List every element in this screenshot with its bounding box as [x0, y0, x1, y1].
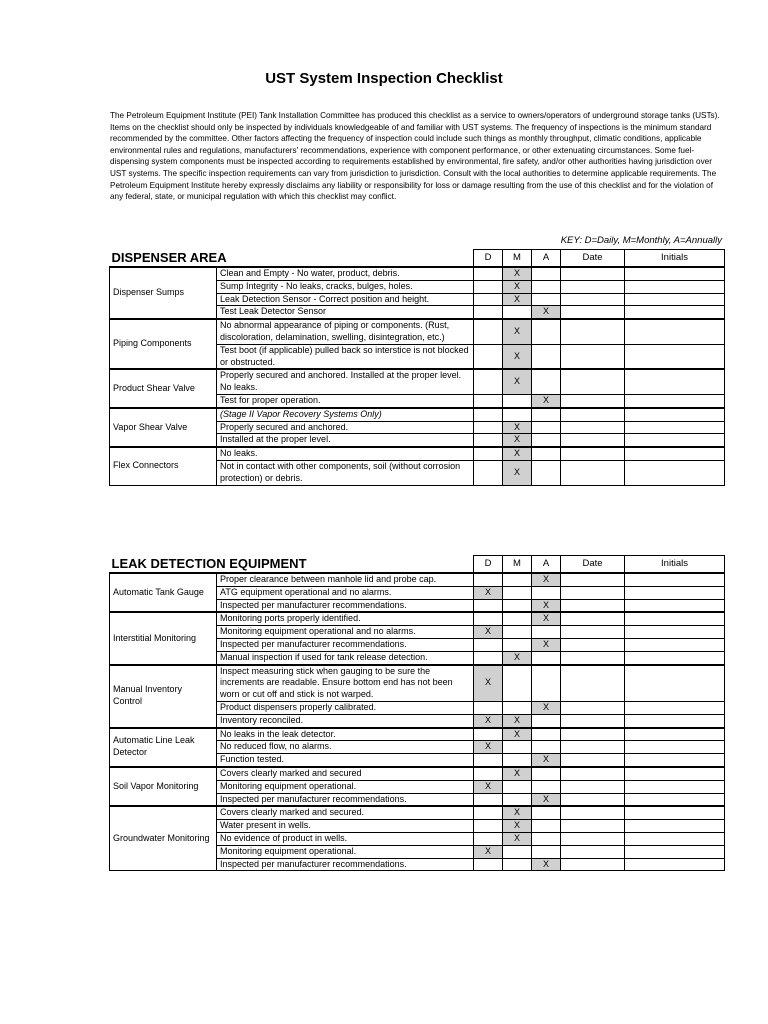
frequency-d-cell: [474, 573, 503, 586]
initials-cell[interactable]: [625, 434, 725, 447]
frequency-a-cell: [532, 447, 561, 460]
column-header-date: Date: [561, 250, 625, 268]
frequency-a-cell: [532, 434, 561, 447]
date-cell[interactable]: [561, 754, 625, 767]
inspection-item: Test Leak Detector Sensor: [217, 306, 474, 319]
frequency-m-cell: [503, 665, 532, 702]
frequency-d-cell: X: [474, 626, 503, 639]
date-cell[interactable]: [561, 741, 625, 754]
date-cell[interactable]: [561, 408, 625, 421]
frequency-d-cell: [474, 319, 503, 344]
inspection-item: Inventory reconciled.: [217, 714, 474, 727]
frequency-a-cell: [532, 741, 561, 754]
frequency-a-cell: [532, 319, 561, 344]
component-name: Flex Connectors: [110, 447, 217, 485]
frequency-a-cell: [532, 421, 561, 434]
frequency-d-cell: [474, 599, 503, 612]
date-cell[interactable]: [561, 460, 625, 485]
initials-cell[interactable]: [625, 806, 725, 819]
inspection-item: Manual inspection if used for tank release detection.: [217, 651, 474, 664]
frequency-m-cell: X: [503, 267, 532, 280]
frequency-a-cell: [532, 806, 561, 819]
date-cell[interactable]: [561, 612, 625, 625]
date-cell[interactable]: [561, 306, 625, 319]
date-cell[interactable]: [561, 780, 625, 793]
frequency-d-cell: X: [474, 780, 503, 793]
inspection-item: Installed at the proper level.: [217, 434, 474, 447]
initials-cell[interactable]: [625, 306, 725, 319]
checklist-row: [110, 665, 725, 702]
date-cell[interactable]: [561, 665, 625, 702]
inspection-item: Monitoring ports properly identified.: [217, 612, 474, 625]
frequency-a-cell: [532, 714, 561, 727]
date-cell[interactable]: [561, 832, 625, 845]
frequency-d-cell: [474, 832, 503, 845]
initials-cell[interactable]: [625, 460, 725, 485]
frequency-m-cell: X: [503, 460, 532, 485]
component-name: Product Shear Valve: [110, 369, 217, 407]
inspection-item: ATG equipment operational and no alarms.: [217, 586, 474, 599]
frequency-m-cell: X: [503, 820, 532, 833]
inspection-item: Proper clearance between manhole lid and probe cap.: [217, 573, 474, 586]
inspection-item: Inspect measuring stick when gauging to be sure the increments are readable. Ensure bottom end has not been worn or cut off and stick is not warped.: [217, 665, 474, 702]
frequency-m-cell: X: [503, 319, 532, 344]
component-name: Piping Components: [110, 319, 217, 369]
frequency-d-cell: [474, 434, 503, 447]
page-title: UST System Inspection Checklist: [265, 70, 503, 87]
inspection-item: Properly secured and anchored. Installed at the proper level. No leaks.: [217, 369, 474, 394]
frequency-m-cell: [503, 586, 532, 599]
frequency-a-cell: [532, 267, 561, 280]
inspection-item: Monitoring equipment operational.: [217, 780, 474, 793]
frequency-a-cell: X: [532, 701, 561, 714]
initials-cell[interactable]: [625, 767, 725, 780]
frequency-a-cell: [532, 832, 561, 845]
frequency-a-cell: [532, 460, 561, 485]
frequency-a-cell: X: [532, 612, 561, 625]
frequency-d-cell: [474, 754, 503, 767]
inspection-item: Test for proper operation.: [217, 394, 474, 407]
checklist-row: [110, 612, 725, 625]
frequency-a-cell: X: [532, 573, 561, 586]
checklist-row: [110, 267, 725, 280]
initials-cell[interactable]: [625, 421, 725, 434]
initials-cell[interactable]: [625, 447, 725, 460]
initials-cell[interactable]: [625, 267, 725, 280]
initials-cell[interactable]: [625, 701, 725, 714]
checklist-row: [110, 728, 725, 741]
frequency-m-cell: X: [503, 280, 532, 293]
inspection-item: Test boot (if applicable) pulled back so interstice is not blocked or obstructed.: [217, 344, 474, 369]
initials-cell[interactable]: [625, 741, 725, 754]
frequency-d-cell: [474, 447, 503, 460]
component-name: Vapor Shear Valve: [110, 408, 217, 447]
date-cell[interactable]: [561, 369, 625, 394]
component-name: Automatic Line Leak Detector: [110, 728, 217, 767]
initials-cell[interactable]: [625, 665, 725, 702]
initials-cell[interactable]: [625, 832, 725, 845]
initials-cell[interactable]: [625, 394, 725, 407]
frequency-a-cell: [532, 408, 561, 421]
initials-cell[interactable]: [625, 344, 725, 369]
initials-cell[interactable]: [625, 754, 725, 767]
inspection-item: No leaks in the leak detector.: [217, 728, 474, 741]
component-name: Automatic Tank Gauge: [110, 573, 217, 612]
frequency-m-cell: [503, 845, 532, 858]
date-cell[interactable]: [561, 394, 625, 407]
frequency-m-cell: [503, 754, 532, 767]
frequency-a-cell: [532, 626, 561, 639]
leak-detection-table: [109, 555, 725, 871]
frequency-a-cell: [532, 820, 561, 833]
date-cell[interactable]: [561, 767, 625, 780]
frequency-a-cell: [532, 651, 561, 664]
intro-paragraph: The Petroleum Equipment Institute (PEI) Tank Installation Committee has produced this checklist as a service to owners/operators of underground storage tanks (USTs). Items on the checklist should only be inspected by individuals knowledgeable of and familiar with UST systems. The frequency of inspections is the minimum standard recommended by the committee. Other factors affecting the frequency of inspection could include such things as monthly throughput, climatic conditions, applicable environmental rules and regulations, manufacturers' recommendations, experience with component performance, or other extenuating circumstances. Some fuel-dispensing system components must be inspected according to requirements established by environmental, fire safety, and/or other authorities having jurisdiction over UST systems. The specific inspection requirements can vary from jurisdiction to jurisdiction. Consult with the local authorities to determine applicable requirements. The Petroleum Equipment Institute hereby expressly disclaims any liability or responsibility for loss or damage resulting from the use of this checklist and for the violation of any federal, state, or municipal regulation with which this checklist may conflict.: [110, 111, 720, 202]
initials-cell[interactable]: [625, 626, 725, 639]
frequency-m-cell: [503, 394, 532, 407]
date-cell[interactable]: [561, 638, 625, 651]
component-name: Dispenser Sumps: [110, 267, 217, 319]
inspection-item: Inspected per manufacturer recommendations.: [217, 793, 474, 806]
initials-cell[interactable]: [625, 573, 725, 586]
date-cell[interactable]: [561, 651, 625, 664]
frequency-d-cell: X: [474, 845, 503, 858]
frequency-d-cell: [474, 293, 503, 306]
frequency-a-cell: X: [532, 394, 561, 407]
inspection-item: Inspected per manufacturer recommendations.: [217, 638, 474, 651]
frequency-d-cell: [474, 280, 503, 293]
initials-cell[interactable]: [625, 599, 725, 612]
frequency-d-cell: X: [474, 665, 503, 702]
date-cell[interactable]: [561, 586, 625, 599]
date-cell[interactable]: [561, 280, 625, 293]
frequency-d-cell: [474, 408, 503, 421]
frequency-m-cell: X: [503, 767, 532, 780]
frequency-d-cell: [474, 728, 503, 741]
frequency-a-cell: [532, 344, 561, 369]
frequency-m-cell: X: [503, 728, 532, 741]
section-title: LEAK DETECTION EQUIPMENT: [110, 556, 474, 574]
initials-cell[interactable]: [625, 651, 725, 664]
component-name: Interstitial Monitoring: [110, 612, 217, 664]
frequency-a-cell: X: [532, 599, 561, 612]
checklist-row: [110, 319, 725, 344]
date-cell[interactable]: [561, 267, 625, 280]
initials-cell[interactable]: [625, 408, 725, 421]
checklist-row: [110, 369, 725, 394]
initials-cell[interactable]: [625, 586, 725, 599]
frequency-m-cell: [503, 701, 532, 714]
section-title: DISPENSER AREA: [110, 250, 474, 268]
date-cell[interactable]: [561, 344, 625, 369]
frequency-m-cell: [503, 780, 532, 793]
frequency-d-cell: [474, 651, 503, 664]
date-cell[interactable]: [561, 845, 625, 858]
inspection-item: Product dispensers properly calibrated.: [217, 701, 474, 714]
inspection-item: Inspected per manufacturer recommendations.: [217, 858, 474, 871]
checklist-row: [110, 806, 725, 819]
frequency-m-cell: [503, 858, 532, 871]
date-cell[interactable]: [561, 806, 625, 819]
inspection-item: Monitoring equipment operational.: [217, 845, 474, 858]
column-header-d: D: [474, 250, 503, 268]
frequency-d-cell: [474, 701, 503, 714]
date-cell[interactable]: [561, 599, 625, 612]
inspection-item: Monitoring equipment operational and no alarms.: [217, 626, 474, 639]
frequency-d-cell: [474, 460, 503, 485]
initials-cell[interactable]: [625, 293, 725, 306]
column-header-d: D: [474, 556, 503, 574]
frequency-a-cell: [532, 728, 561, 741]
frequency-d-cell: [474, 267, 503, 280]
inspection-item: Leak Detection Sensor - Correct position and height.: [217, 293, 474, 306]
column-header-m: M: [503, 250, 532, 268]
checklist-row: [110, 447, 725, 460]
column-header-initials: Initials: [625, 250, 725, 268]
inspection-item: Inspected per manufacturer recommendations.: [217, 599, 474, 612]
frequency-d-cell: X: [474, 586, 503, 599]
inspection-item: Water present in wells.: [217, 820, 474, 833]
date-cell[interactable]: [561, 793, 625, 806]
frequency-m-cell: [503, 573, 532, 586]
frequency-m-cell: [503, 306, 532, 319]
date-cell[interactable]: [561, 714, 625, 727]
frequency-m-cell: X: [503, 421, 532, 434]
date-cell[interactable]: [561, 626, 625, 639]
frequency-m-cell: X: [503, 447, 532, 460]
frequency-a-cell: [532, 665, 561, 702]
frequency-m-cell: X: [503, 714, 532, 727]
frequency-d-cell: [474, 344, 503, 369]
frequency-m-cell: [503, 626, 532, 639]
frequency-d-cell: [474, 767, 503, 780]
initials-cell[interactable]: [625, 280, 725, 293]
component-name: Soil Vapor Monitoring: [110, 767, 217, 806]
column-header-a: A: [532, 556, 561, 574]
frequency-d-cell: [474, 421, 503, 434]
date-cell[interactable]: [561, 319, 625, 344]
column-header-initials: Initials: [625, 556, 725, 574]
initials-cell[interactable]: [625, 820, 725, 833]
inspection-item: No reduced flow, no alarms.: [217, 741, 474, 754]
frequency-a-cell: [532, 780, 561, 793]
frequency-d-cell: [474, 820, 503, 833]
date-cell[interactable]: [561, 701, 625, 714]
inspection-item: Sump Integrity - No leaks, cracks, bulges, holes.: [217, 280, 474, 293]
initials-cell[interactable]: [625, 319, 725, 344]
frequency-d-cell: [474, 638, 503, 651]
dispenser-area-table: [109, 249, 725, 486]
date-cell[interactable]: [561, 728, 625, 741]
frequency-d-cell: X: [474, 741, 503, 754]
date-cell[interactable]: [561, 820, 625, 833]
frequency-a-cell: [532, 293, 561, 306]
frequency-a-cell: X: [532, 793, 561, 806]
frequency-m-cell: [503, 599, 532, 612]
checklist-row: [110, 408, 725, 421]
column-header-m: M: [503, 556, 532, 574]
frequency-m-cell: X: [503, 369, 532, 394]
date-cell[interactable]: [561, 293, 625, 306]
inspection-item: No evidence of product in wells.: [217, 832, 474, 845]
inspection-item: Function tested.: [217, 754, 474, 767]
frequency-a-cell: X: [532, 754, 561, 767]
frequency-m-cell: X: [503, 344, 532, 369]
component-name: Groundwater Monitoring: [110, 806, 217, 870]
frequency-m-cell: [503, 612, 532, 625]
date-cell[interactable]: [561, 858, 625, 871]
frequency-m-cell: [503, 408, 532, 421]
inspection-item: (Stage II Vapor Recovery Systems Only): [217, 408, 474, 421]
frequency-key: KEY: D=Daily, M=Monthly, A=Annually: [560, 235, 722, 246]
frequency-d-cell: [474, 806, 503, 819]
frequency-a-cell: X: [532, 638, 561, 651]
initials-cell[interactable]: [625, 714, 725, 727]
frequency-m-cell: [503, 741, 532, 754]
frequency-a-cell: [532, 369, 561, 394]
inspection-item: Covers clearly marked and secured.: [217, 806, 474, 819]
frequency-d-cell: [474, 612, 503, 625]
initials-cell[interactable]: [625, 612, 725, 625]
initials-cell[interactable]: [625, 793, 725, 806]
initials-cell[interactable]: [625, 638, 725, 651]
frequency-m-cell: X: [503, 293, 532, 306]
frequency-d-cell: X: [474, 714, 503, 727]
column-header-date: Date: [561, 556, 625, 574]
inspection-item: Properly secured and anchored.: [217, 421, 474, 434]
date-cell[interactable]: [561, 421, 625, 434]
inspection-item: Not in contact with other components, soil (without corrosion protection) or debris.: [217, 460, 474, 485]
frequency-a-cell: [532, 586, 561, 599]
frequency-m-cell: X: [503, 832, 532, 845]
inspection-item: Clean and Empty - No water, product, debris.: [217, 267, 474, 280]
frequency-d-cell: [474, 306, 503, 319]
frequency-m-cell: X: [503, 806, 532, 819]
component-name: Manual Inventory Control: [110, 665, 217, 728]
inspection-item: No leaks.: [217, 447, 474, 460]
date-cell[interactable]: [561, 434, 625, 447]
initials-cell[interactable]: [625, 369, 725, 394]
frequency-a-cell: [532, 845, 561, 858]
initials-cell[interactable]: [625, 780, 725, 793]
frequency-m-cell: [503, 638, 532, 651]
frequency-m-cell: X: [503, 434, 532, 447]
frequency-m-cell: X: [503, 651, 532, 664]
frequency-d-cell: [474, 858, 503, 871]
date-cell[interactable]: [561, 447, 625, 460]
checklist-row: [110, 767, 725, 780]
checklist-row: [110, 573, 725, 586]
frequency-m-cell: [503, 793, 532, 806]
frequency-a-cell: X: [532, 306, 561, 319]
initials-cell[interactable]: [625, 845, 725, 858]
initials-cell[interactable]: [625, 858, 725, 871]
frequency-a-cell: [532, 280, 561, 293]
frequency-d-cell: [474, 793, 503, 806]
frequency-d-cell: [474, 394, 503, 407]
inspection-item: Covers clearly marked and secured: [217, 767, 474, 780]
column-header-a: A: [532, 250, 561, 268]
frequency-a-cell: [532, 767, 561, 780]
inspection-item: No abnormal appearance of piping or components. (Rust, discoloration, delamination, swelling, disintegration, etc.): [217, 319, 474, 344]
initials-cell[interactable]: [625, 728, 725, 741]
date-cell[interactable]: [561, 573, 625, 586]
frequency-d-cell: [474, 369, 503, 394]
frequency-a-cell: X: [532, 858, 561, 871]
